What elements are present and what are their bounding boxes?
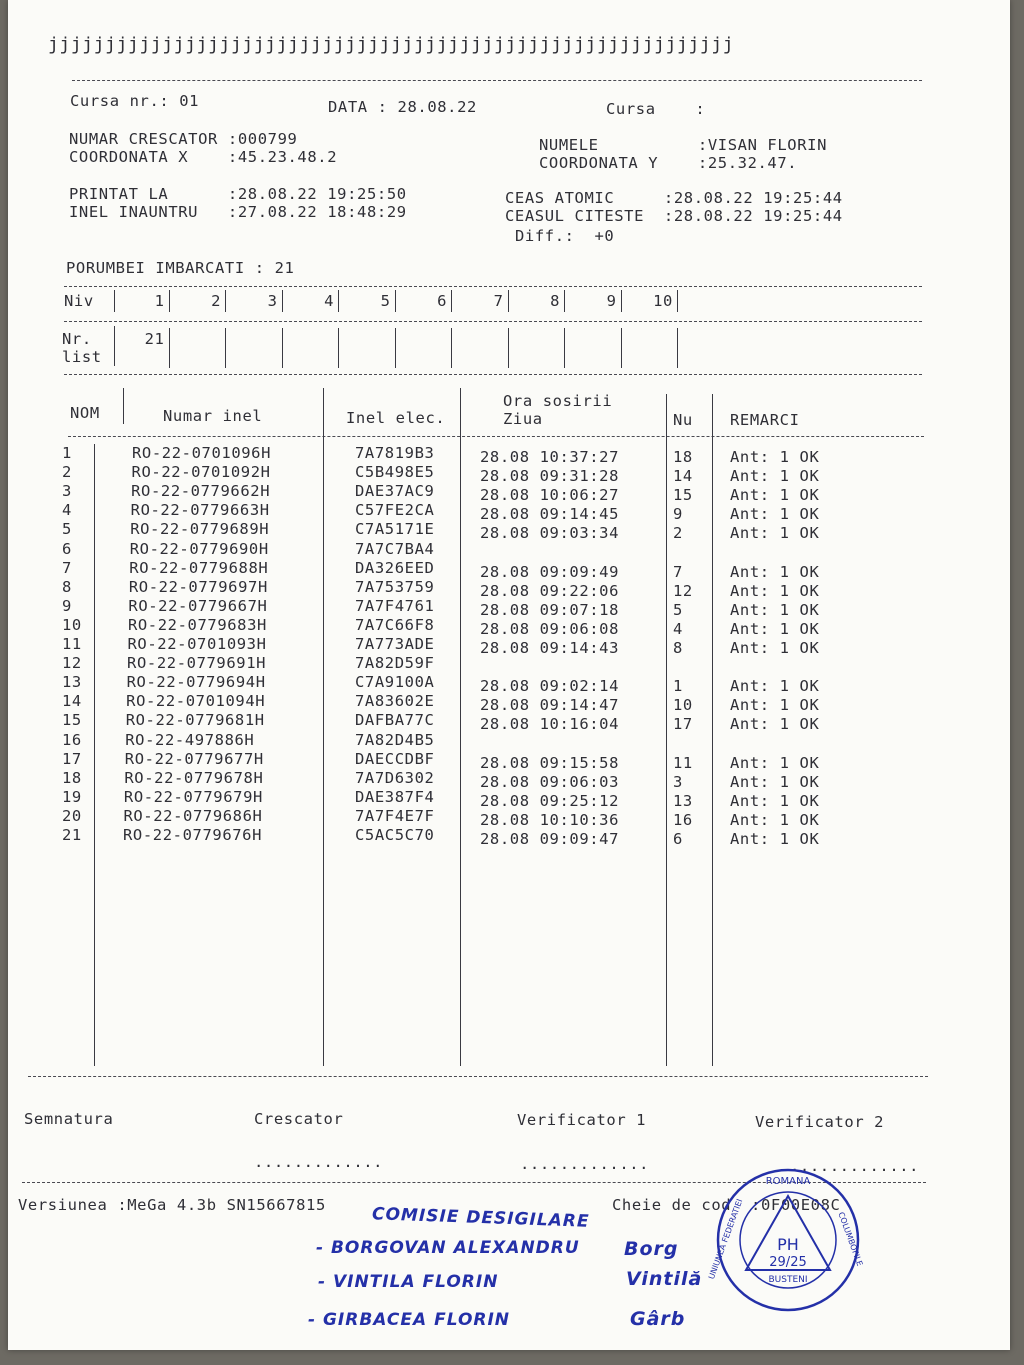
divider-niv-mid	[64, 321, 922, 322]
row-electronic-ring: 7A7F4E7F	[355, 806, 435, 825]
row-arrival-time: 28.08 09:14:47	[480, 696, 620, 715]
cheie-de-cod: Cheie de cod :0F00E08C	[612, 1196, 841, 1214]
signature-2: Vintilă	[626, 1268, 703, 1290]
row-position: 16	[673, 810, 693, 829]
row-remark: Ant: 1 OK	[730, 677, 820, 696]
niv-level-4: 4	[324, 292, 334, 310]
stamp-left: UNIUNEA FEDERATIEI	[706, 1197, 745, 1281]
niv-separator	[395, 290, 396, 312]
ceasul-citeste: CEASUL CITESTE :28.08.22 19:25:44	[505, 207, 843, 225]
row-electronic-ring: 7A753759	[355, 577, 435, 596]
row-electronic-ring: DAFBA77C	[355, 711, 435, 730]
row-ring-number: RO-22-0701096H	[132, 444, 272, 462]
row-position: 8	[673, 639, 683, 657]
niv-separator	[282, 328, 283, 368]
row-arrival-time: 28.08 10:16:04	[480, 715, 620, 734]
col-numar-inel: Numar inel	[163, 407, 263, 425]
niv-separator	[225, 290, 226, 312]
niv-separator	[564, 290, 565, 312]
row-remark: Ant: 1 OK	[730, 696, 820, 715]
row-electronic-ring: DAE387F4	[355, 787, 435, 806]
row-ring-number: RO-22-0701093H	[127, 635, 267, 653]
row-arrival-time: 28.08 09:25:12	[480, 791, 620, 810]
niv-separator	[338, 290, 339, 312]
signature-1: Borg	[624, 1238, 679, 1260]
row-remark: Ant: 1 OK	[730, 505, 820, 524]
niv-count-1: 21	[144, 330, 165, 348]
row-ring-number: RO-22-0701092H	[131, 463, 271, 482]
verificator-1-label: Verificator 1	[517, 1111, 647, 1129]
row-ring-number: RO-22-0779681H	[125, 711, 265, 730]
niv-separator	[225, 328, 226, 368]
crescator-dots: .............	[254, 1153, 384, 1171]
handwritten-member-1: - BORGOVAN ALEXANDRU	[316, 1238, 580, 1258]
nr-list-label-1: Nr.	[62, 330, 92, 348]
rule-inel	[323, 388, 324, 1066]
row-ring-number: RO-22-0779697H	[128, 577, 268, 596]
porumbei-imbarcati: PORUMBEI IMBARCATI : 21	[66, 259, 295, 277]
header-j-line: jjjjjjjjjjjjjjjjjjjjjjjjjjjjjjjjjjjjjjjjjjjjjjjjjjjjjjjjjjjj	[48, 34, 735, 55]
row-remark: Ant: 1 OK	[730, 791, 820, 810]
col-nu: Nu	[673, 411, 693, 429]
niv-separator	[338, 328, 339, 368]
row-ring-number: RO-22-0779667H	[128, 596, 268, 615]
row-arrival-time: 28.08 09:09:49	[480, 562, 620, 581]
row-electronic-ring: C5B498E5	[355, 463, 435, 482]
niv-separator	[282, 290, 283, 312]
row-position: 11	[673, 753, 693, 772]
coordonata-x: COORDONATA X :45.23.48.2	[69, 148, 338, 166]
row-arrival-time: 28.08 09:03:34	[480, 524, 620, 543]
row-electronic-ring: DA326EED	[355, 558, 435, 577]
niv-level-8: 8	[550, 292, 560, 310]
row-position: 7	[673, 562, 683, 581]
niv-level-5: 5	[380, 292, 391, 310]
divider-niv-top	[64, 286, 922, 287]
row-electronic-ring: 7A82D4B5	[355, 730, 435, 749]
niv-separator	[677, 328, 678, 368]
row-electronic-ring: DAE37AC9	[355, 482, 435, 501]
row-arrival-time: 28.08 10:37:27	[480, 448, 620, 466]
row-remark: Ant: 1 OK	[730, 810, 820, 829]
row-ring-number: RO-22-0779689H	[130, 520, 270, 539]
handwritten-member-3: - GIRBACEA FLORIN	[308, 1310, 511, 1330]
row-arrival-time: 28.08 09:22:06	[480, 581, 620, 600]
row-remark: Ant: 1 OK	[730, 830, 820, 848]
row-remark: Ant: 1 OK	[730, 562, 820, 581]
row-arrival-time: 28.08 09:15:58	[480, 753, 620, 772]
row-arrival-time: 28.08 10:06:27	[480, 486, 620, 505]
row-position: 6	[673, 830, 683, 848]
divider-table-header	[68, 436, 924, 437]
row-electronic-ring: DAECCDBF	[355, 749, 435, 768]
stamp-code: 29/25	[769, 1255, 807, 1270]
nr-list-label-2: list	[62, 348, 102, 366]
race-date: DATA : 28.08.22	[328, 98, 477, 116]
row-electronic-ring: 7A7C66F8	[355, 615, 435, 634]
row-position: 9	[673, 505, 683, 524]
niv-separator	[114, 290, 115, 312]
row-electronic-ring: 7A7D6302	[355, 768, 435, 787]
niv-level-7: 7	[493, 292, 504, 310]
row-ring-number: RO-22-0779679H	[123, 787, 263, 806]
row-electronic-ring: 7A83602E	[355, 692, 435, 711]
row-remark: Ant: 1 OK	[730, 715, 820, 734]
row-position: 1	[673, 677, 683, 696]
diff: Diff.: +0	[515, 227, 615, 245]
row-remark: Ant: 1 OK	[730, 772, 820, 791]
row-ring-number: RO-22-0779677H	[124, 749, 264, 768]
niv-label: Niv	[64, 292, 94, 310]
rule-nom	[94, 444, 95, 1066]
row-arrival-time: 28.08 09:14:45	[480, 505, 620, 524]
niv-level-9: 9	[606, 292, 617, 310]
row-electronic-ring: 7A7819B3	[355, 444, 435, 462]
row-ring-number: RO-22-0779678H	[124, 768, 264, 787]
crescator-label: Crescator	[254, 1110, 344, 1128]
row-remark: Ant: 1 OK	[730, 467, 820, 486]
row-ring-number: RO-22-0779694H	[126, 673, 266, 692]
cursa-nr: Cursa nr.: 01	[70, 92, 200, 110]
row-electronic-ring: 7A7F4761	[355, 596, 435, 615]
row-position: 17	[673, 715, 693, 734]
divider-top	[72, 80, 922, 81]
row-arrival-time: 28.08 09:06:08	[480, 619, 620, 638]
row-position: 13	[673, 791, 693, 810]
rule-elec	[460, 388, 461, 1066]
niv-separator	[677, 290, 678, 312]
niv-level-3: 3	[267, 292, 278, 310]
divider-footer-top	[28, 1076, 928, 1077]
niv-separator	[169, 290, 170, 312]
row-remark: Ant: 1 OK	[730, 600, 820, 619]
stamp-top: ROMANA	[765, 1176, 811, 1187]
verificator-2-label: Verificator 2	[755, 1113, 885, 1131]
row-arrival-time: 28.08 10:10:36	[480, 810, 620, 829]
row-position: 3	[673, 772, 683, 791]
row-position: 18	[673, 448, 693, 466]
row-position: 10	[673, 696, 693, 715]
niv-separator	[508, 328, 509, 368]
row-arrival-time: 28.08 09:09:47	[480, 830, 620, 848]
col-ziua: Ziua	[503, 410, 543, 428]
row-ring-number: RO-22-0701094H	[126, 692, 266, 711]
row-remark: Ant: 1 OK	[730, 581, 820, 600]
rule-ora	[666, 394, 667, 1066]
row-arrival-time: 28.08 09:31:28	[480, 467, 620, 486]
row-ring-number: RO-22-0779683H	[127, 615, 267, 634]
cursa-label: Cursa :	[606, 100, 706, 118]
row-ring-number: RO-22-0779676H	[123, 826, 263, 844]
ceas-atomic: CEAS ATOMIC :28.08.22 19:25:44	[505, 189, 843, 207]
niv-level-10: 10	[653, 292, 673, 310]
stamp-center: PH	[777, 1235, 799, 1254]
row-position: 14	[673, 467, 693, 486]
coordonata-y: COORDONATA Y :25.32.47.	[539, 154, 798, 172]
row-remark: Ant: 1 OK	[730, 524, 820, 543]
niv-separator	[621, 328, 622, 368]
row-remark: Ant: 1 OK	[730, 448, 820, 466]
handwritten-member-2: - VINTILA FLORIN	[318, 1272, 499, 1292]
row-ring-number: RO-22-497886H	[125, 730, 255, 749]
row-ring-number: RO-22-0779690H	[129, 539, 269, 558]
row-position: 15	[673, 486, 693, 505]
numele: NUMELE :VISAN FLORIN	[539, 136, 828, 154]
divider-niv-bottom	[64, 374, 922, 375]
niv-level-2: 2	[211, 292, 221, 310]
stamp-right: COLUMBOFILE	[836, 1210, 865, 1268]
printout-page: jjjjjjjjjjjjjjjjjjjjjjjjjjjjjjjjjjjjjjjjjjjjjjjjjjjjjjjjjjjj Cursa nr.: 01 DATA : 28.08.22 Cursa : NUMAR CRESCATOR :000799 COORDONATA X :45.23.48.2 NUMELE :VISAN FLORIN COORDONATA Y :25.32.47. PRINTAT LA :28.08.22 19:25:50 INEL INAUNTRU :27.08.22 18:48:29 CEAS ATOMIC :28.08.22 19:25:44 CEASUL CITESTE :28.08.22 19:25:44 Diff.: +0 PORUMBEI IMBARCATI : 21 Niv 1 2 3 4 5 6 7 8 9 10 Nr. list 21 NOM Numar inel Inel elec. Ora sosirii Ziua Nu REMARCI 1 RO-22-0701096H 7A7819B3 28.08 10:37:27 18 Ant: 1 OK 2 RO-22-0701092H C5B498E5 28.08 09:31:28 14 Ant: 1 OK 3 RO-22-0779662H DAE37AC9 28.08 10:06:27 15 Ant: 1 OK 4 RO-22-0779663H C57FE2CA 28.08 09:14:45 9 Ant: 1 OK 5 RO-22-0779689H C7A5171E 28.08 09:03:34 2 Ant: 1 OK 6 RO-22-0779690H 7A7C7BA4 7 RO-22-0779688H DA326EED 28.08 09:09:49 7 Ant: 1 OK 8 RO-22-0779697H 7A753759 28.08 09:22:06 12 Ant: 1 OK 9 RO-22-0779667H 7A7F4761 28.08 09:07:18 5 Ant: 1 OK 10 RO-22-0779683H 7A7C66F8 28.08 09:06:08 4 Ant: 1 OK 11 RO-22-0701093H 7A773ADE 28.08 09:14:43 8 Ant: 1 OK 12 RO-22-0779691H 7A82D59F 13 RO-22-0779694H C7A9100A 28.08 09:02:14 1 Ant: 1 OK 14 RO-22-0701094H 7A83602E 28.08 09:14:47 10 Ant: 1 OK 15 RO-22-0779681H DAFBA77C 28.08 10:16:04 17 Ant: 1 OK 16 RO-22-497886H 7A82D4B5 17 RO-22-0779677H DAECCDBF 28.08 09:15:58 11 Ant: 1 OK 18 RO-22-0779678H 7A7D6302 28.08 09:06:03 3 Ant: 1 OK 19 RO-22-0779679H DAE387F4 28.08 09:25:12 13 Ant: 1 OK 20 RO-22-0779686H 7A7F4E7F 28.08 10:10:36 16 Ant: 1 OK 21 RO-22-0779676H C5AC5C70 28.08 09:09:47 6 Ant: 1 OK Semnatura Crescator Verificator 1 Verificator 2 ............. ............. ............. Versiunea :MeGa 4.3b SN15667815 Cheie de cod :0F00E08C COMISIE DESIGILARE - BORGOVAN ALEXANDRU - VINTILA FLORIN - GIRBACEA FLORIN Borg Vintilă Gârb PH 29/25 BUSTENI ROMANA UNIUNEA FEDERATIEI COLUMBOFILE	[8, 0, 1010, 1350]
row-ring-number: RO-22-0779662H	[131, 482, 271, 501]
versiunea: Versiunea :MeGa 4.3b SN15667815	[18, 1196, 326, 1214]
row-electronic-ring: 7A82D59F	[355, 654, 435, 673]
row-ring-number: RO-22-0779688H	[129, 558, 269, 577]
row-arrival-time: 28.08 09:02:14	[480, 677, 620, 696]
row-electronic-ring: C7A5171E	[355, 520, 435, 539]
row-position: 4	[673, 619, 683, 638]
niv-level-1: 1	[154, 292, 165, 310]
row-position: 2	[673, 524, 683, 543]
rule-header-nom	[123, 388, 124, 424]
col-remarci: REMARCI	[730, 411, 800, 429]
rule-nu	[712, 394, 713, 1066]
verificator-1-dots: .............	[520, 1155, 650, 1173]
niv-separator	[508, 290, 509, 312]
niv-separator	[169, 328, 170, 368]
numar-crescator: NUMAR CRESCATOR :000799	[69, 130, 298, 148]
row-electronic-ring: C7A9100A	[355, 673, 435, 692]
printat-la: PRINTAT LA :28.08.22 19:25:50	[69, 185, 407, 203]
niv-level-6: 6	[437, 292, 447, 310]
verificator-2-dots: .............	[790, 1157, 920, 1175]
row-remark: Ant: 1 OK	[730, 639, 820, 657]
handwritten-commission-title: COMISIE DESIGILARE	[371, 1204, 590, 1232]
row-position: 12	[673, 581, 693, 600]
row-ring-number: RO-22-0779686H	[123, 806, 263, 825]
row-arrival-time: 28.08 09:06:03	[480, 772, 620, 791]
row-remark: Ant: 1 OK	[730, 619, 820, 638]
row-electronic-ring: C57FE2CA	[355, 501, 435, 520]
inel-inauntru: INEL INAUNTRU :27.08.22 18:48:29	[69, 203, 407, 221]
row-remark: Ant: 1 OK	[730, 486, 820, 505]
niv-separator	[564, 328, 565, 368]
col-inel-elec: Inel elec.	[346, 409, 446, 427]
row-arrival-time: 28.08 09:07:18	[480, 600, 620, 619]
niv-separator	[395, 328, 396, 368]
row-arrival-time: 28.08 09:14:43	[480, 639, 620, 657]
row-electronic-ring: 7A773ADE	[355, 635, 435, 653]
row-electronic-ring: C5AC5C70	[355, 826, 435, 844]
niv-separator	[451, 290, 452, 312]
semnatura-label: Semnatura	[24, 1110, 114, 1128]
col-nom: NOM	[70, 404, 100, 422]
niv-separator	[114, 326, 115, 366]
club-stamp	[706, 1166, 865, 1314]
row-remark: Ant: 1 OK	[730, 753, 820, 772]
stamp-city: BUSTENI	[768, 1275, 808, 1285]
niv-separator	[621, 290, 622, 312]
row-position: 5	[673, 600, 683, 619]
niv-separator	[451, 328, 452, 368]
col-ora-sosirii: Ora sosirii	[503, 392, 613, 410]
row-electronic-ring: 7A7C7BA4	[355, 539, 435, 558]
signature-3: Gârb	[630, 1308, 686, 1330]
row-ring-number: RO-22-0779663H	[130, 501, 270, 520]
row-ring-number: RO-22-0779691H	[127, 654, 267, 673]
